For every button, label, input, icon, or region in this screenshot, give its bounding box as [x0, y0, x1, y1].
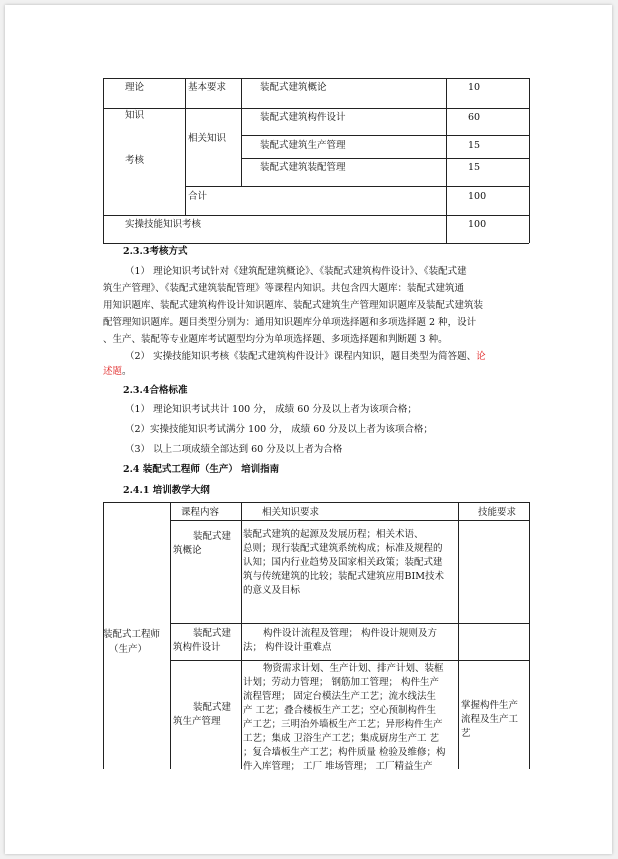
knowledge-line: 件入库管理； 工厂 堆场管理； 工厂精益生产	[243, 761, 433, 772]
paragraph-line: （1） 理论知识考试针对《建筑配建筑概论》、《装配式建筑构件设计》、《装配式建	[125, 266, 467, 277]
knowledge-line: 工艺；集成 卫浴生产工艺；集成厨房生产工 艺	[243, 733, 440, 744]
table1-cell-total: 合计	[188, 191, 208, 202]
course-name: 筑构件设计	[173, 642, 221, 653]
table2-header-knowledge: 相关知识要求	[262, 507, 320, 518]
table1-cell-practical: 实操技能知识考核	[125, 219, 202, 230]
knowledge-line: ；复合墙板生产工艺；构件质量 检验及维修；构	[243, 747, 446, 758]
table1-cell-course: 装配式建筑构件设计	[260, 112, 346, 123]
section-heading-241: 2.4.1 培训教学大纲	[123, 485, 210, 496]
course-name: 装配式建	[193, 702, 232, 713]
paragraph-line: 、生产、装配等专业题库考试题型均分为单项选择题、多项选择题和判断题 3 种。	[103, 334, 448, 345]
knowledge-line: 计划；劳动力管理； 钢筋加工管理； 构件生产	[243, 677, 440, 688]
table1-cell-course: 装配式建筑概论	[260, 82, 327, 93]
course-name: 装配式建	[193, 531, 232, 542]
knowledge-line: 流程管理； 固定台模法生产工艺；流水线法生	[243, 691, 437, 702]
criteria-item: （3） 以上二项成绩全部达到 60 分及以上者为合格	[125, 444, 343, 455]
paragraph-line: 配管理知识题库。题目类型分别为：通用知识题库分单项选择题和多项选择题 2 种，设计	[103, 317, 477, 328]
paragraph-line: 筑生产管理》、《装配式建筑装配管理》等课程内知识。共包含四大题库：装配式建筑通	[103, 283, 465, 294]
knowledge-line: 法； 构件设计重难点	[243, 642, 332, 653]
table1-cell-score: 15	[468, 140, 481, 151]
section-heading-233: 2.3.3考核方式	[123, 246, 188, 257]
knowledge-line: 装配式建筑的起源及发展历程；相关术语、	[243, 529, 424, 540]
table1-cell-score: 100	[468, 219, 487, 230]
knowledge-line: 产 工艺；叠合楼板生产工艺；空心预制构件生	[243, 705, 437, 716]
course-name: 筑概论	[173, 545, 202, 556]
skill-line: 艺	[461, 728, 471, 739]
table1-cell-score: 60	[468, 112, 481, 123]
paragraph-text: （2） 实操技能知识考核《装配式建筑构件设计》课程内知识，题目类型为简答题、	[125, 351, 477, 362]
table1-cell-course: 装配式建筑装配管理	[260, 162, 346, 173]
course-name: 装配式建	[193, 628, 232, 639]
paragraph-line: 用知识题库、装配式建筑构件设计知识题库、装配式建筑生产管理知识题库及装配式建筑装	[103, 300, 484, 311]
document-page	[5, 5, 612, 854]
table1-cell-score: 100	[468, 191, 487, 202]
table2-row-label: 装配式工程师	[103, 629, 161, 640]
table2-header-course: 课程内容	[181, 507, 220, 518]
skill-line: 掌握构件生产	[461, 700, 519, 711]
table1-cell-course: 装配式建筑生产管理	[260, 140, 346, 151]
paragraph-line	[103, 363, 132, 380]
table2-row-label: （生产）	[109, 644, 148, 655]
table1-cell-related: 相关知识	[188, 133, 227, 144]
table2-header-skill: 技能要求	[478, 507, 517, 518]
table1-cell-basic-req: 基本要求	[188, 82, 227, 93]
criteria-item: （1） 理论知识考试共计 100 分， 成绩 60 分及以上者为该项合格；	[125, 404, 417, 415]
knowledge-line: 产工艺；三明治外墙板生产工艺；异形构件生产	[243, 719, 443, 730]
knowledge-line: 筑与传统建筑的比较；装配式建筑应用BIM技术	[243, 571, 444, 582]
highlight-text: 述题	[103, 366, 123, 377]
course-name: 筑生产管理	[173, 716, 221, 727]
table1-cell-score: 15	[468, 162, 481, 173]
knowledge-line: 认知；国内行业趋势及国家相关政策；装配式建	[243, 557, 443, 568]
paragraph-line	[125, 348, 486, 365]
criteria-item: （2）实操技能知识考试满分 100 分， 成绩 60 分及以上者为该项合格；	[125, 424, 433, 435]
section-heading-234: 2.3.4合格标准	[123, 385, 188, 396]
paragraph-text: 。	[122, 366, 132, 377]
table1-cell-assessment: 考核	[125, 155, 145, 166]
knowledge-line: 构件设计流程及管理； 构件设计规则及方	[263, 628, 438, 639]
section-heading-24: 2.4 装配式工程师（生产） 培训指南	[123, 464, 280, 475]
skill-line: 流程及生产工	[461, 714, 519, 725]
table1-cell-score: 10	[468, 82, 481, 93]
knowledge-line: 物资需求计划、生产计划、排产计划、装框	[263, 663, 444, 674]
table1-cell-knowledge: 知识	[125, 110, 145, 121]
table1-cell-theory: 理论	[125, 82, 145, 93]
highlight-text: 论	[476, 351, 486, 362]
knowledge-line: 的意义及目标	[243, 585, 301, 596]
knowledge-line: 总则；现行装配式建筑系统构成；标准及规程的	[243, 543, 443, 554]
